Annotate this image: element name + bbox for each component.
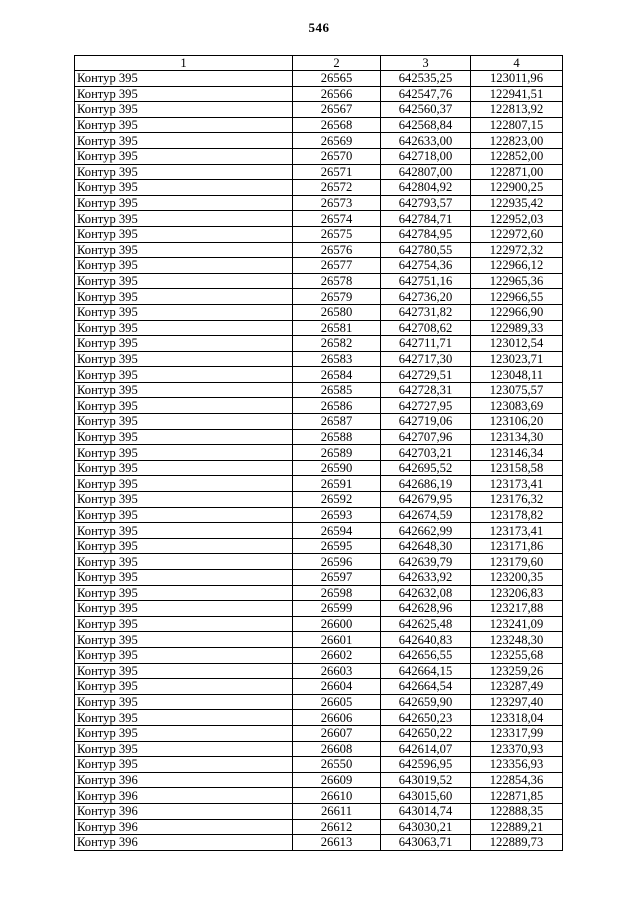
contour-name-cell: Контур 395 [75, 226, 293, 242]
table-row [75, 148, 563, 164]
contour-name-cell: Контур 395 [75, 148, 293, 164]
table-row [75, 554, 563, 570]
x-coordinate-cell: 642560,37 [381, 102, 471, 118]
point-number-cell: 26586 [293, 398, 381, 414]
x-coordinate-cell: 642717,30 [381, 351, 471, 367]
y-coordinate-cell: 123011,96 [471, 71, 563, 87]
point-number-cell: 26573 [293, 195, 381, 211]
y-coordinate-cell: 123012,54 [471, 336, 563, 352]
y-coordinate-cell: 122935,42 [471, 195, 563, 211]
y-coordinate-cell: 122900,25 [471, 180, 563, 196]
point-number-cell: 26609 [293, 772, 381, 788]
table-row [75, 538, 563, 554]
y-coordinate-cell: 122966,90 [471, 304, 563, 320]
point-number-cell: 26608 [293, 741, 381, 757]
point-number-cell: 26590 [293, 460, 381, 476]
x-coordinate-cell: 642784,71 [381, 211, 471, 227]
x-coordinate-cell: 642804,92 [381, 180, 471, 196]
point-number-cell: 26597 [293, 570, 381, 586]
contour-name-cell: Контур 395 [75, 273, 293, 289]
contour-name-cell: Контур 395 [75, 710, 293, 726]
x-coordinate-cell: 642664,15 [381, 663, 471, 679]
point-number-cell: 26600 [293, 616, 381, 632]
contour-name-cell: Контур 395 [75, 445, 293, 461]
y-coordinate-cell: 122823,00 [471, 133, 563, 149]
point-number-cell: 26569 [293, 133, 381, 149]
point-number-cell: 26565 [293, 71, 381, 87]
contour-name-cell: Контур 395 [75, 133, 293, 149]
point-number-cell: 26589 [293, 445, 381, 461]
y-coordinate-cell: 123178,82 [471, 507, 563, 523]
table-row [75, 710, 563, 726]
y-coordinate-cell: 122966,12 [471, 258, 563, 274]
point-number-cell: 26575 [293, 226, 381, 242]
y-coordinate-cell: 122852,00 [471, 148, 563, 164]
x-coordinate-cell: 642674,59 [381, 507, 471, 523]
contour-name-cell: Контур 395 [75, 725, 293, 741]
y-coordinate-cell: 123255,68 [471, 647, 563, 663]
table-row [75, 492, 563, 508]
table-row [75, 835, 563, 851]
point-number-cell: 26599 [293, 601, 381, 617]
point-number-cell: 26598 [293, 585, 381, 601]
contour-name-cell: Контур 395 [75, 180, 293, 196]
y-coordinate-cell: 122889,21 [471, 819, 563, 835]
table-row [75, 523, 563, 539]
x-coordinate-cell: 642727,95 [381, 398, 471, 414]
x-coordinate-cell: 642784,95 [381, 226, 471, 242]
x-coordinate-cell: 642807,00 [381, 164, 471, 180]
point-number-cell: 26581 [293, 320, 381, 336]
contour-name-cell: Контур 395 [75, 242, 293, 258]
point-number-cell: 26584 [293, 367, 381, 383]
x-coordinate-cell: 642639,79 [381, 554, 471, 570]
point-number-cell: 26587 [293, 414, 381, 430]
contour-name-cell: Контур 395 [75, 289, 293, 305]
table-row [75, 398, 563, 414]
x-coordinate-cell: 642633,00 [381, 133, 471, 149]
point-number-cell: 26567 [293, 102, 381, 118]
y-coordinate-cell: 123217,88 [471, 601, 563, 617]
y-coordinate-cell: 122972,32 [471, 242, 563, 258]
y-coordinate-cell: 122854,36 [471, 772, 563, 788]
point-number-cell: 26580 [293, 304, 381, 320]
point-number-cell: 26613 [293, 835, 381, 851]
x-coordinate-cell: 643014,74 [381, 803, 471, 819]
y-coordinate-cell: 123075,57 [471, 382, 563, 398]
x-coordinate-cell: 642695,52 [381, 460, 471, 476]
y-coordinate-cell: 122952,03 [471, 211, 563, 227]
point-number-cell: 26593 [293, 507, 381, 523]
table-row [75, 585, 563, 601]
contour-name-cell: Контур 395 [75, 195, 293, 211]
point-number-cell: 26594 [293, 523, 381, 539]
x-coordinate-cell: 642656,55 [381, 647, 471, 663]
point-number-cell: 26578 [293, 273, 381, 289]
contour-name-cell: Контур 395 [75, 616, 293, 632]
contour-name-cell: Контур 395 [75, 523, 293, 539]
point-number-cell: 26604 [293, 679, 381, 695]
page-number: 546 [308, 20, 330, 35]
point-number-cell: 26583 [293, 351, 381, 367]
contour-name-cell: Контур 395 [75, 741, 293, 757]
x-coordinate-cell: 642718,00 [381, 148, 471, 164]
x-coordinate-cell: 642662,99 [381, 523, 471, 539]
contour-name-cell: Контур 396 [75, 819, 293, 835]
y-coordinate-cell: 122888,35 [471, 803, 563, 819]
contour-name-cell: Контур 395 [75, 492, 293, 508]
y-coordinate-cell: 123297,40 [471, 694, 563, 710]
contour-name-cell: Контур 395 [75, 679, 293, 695]
table-row [75, 336, 563, 352]
point-number-cell: 26606 [293, 710, 381, 726]
contour-name-cell: Контур 395 [75, 570, 293, 586]
table-row [75, 803, 563, 819]
x-coordinate-cell: 642633,92 [381, 570, 471, 586]
point-number-cell: 26568 [293, 117, 381, 133]
y-coordinate-cell: 123370,93 [471, 741, 563, 757]
contour-name-cell: Контур 395 [75, 538, 293, 554]
x-coordinate-cell: 642754,36 [381, 258, 471, 274]
y-coordinate-cell: 122965,36 [471, 273, 563, 289]
contour-name-cell: Контур 395 [75, 663, 293, 679]
point-number-cell: 26577 [293, 258, 381, 274]
y-coordinate-cell: 122807,15 [471, 117, 563, 133]
table-row [75, 772, 563, 788]
point-number-cell: 26579 [293, 289, 381, 305]
contour-name-cell: Контур 395 [75, 757, 293, 773]
contour-name-cell: Контур 395 [75, 304, 293, 320]
x-coordinate-cell: 642708,62 [381, 320, 471, 336]
x-coordinate-cell: 642703,21 [381, 445, 471, 461]
x-coordinate-cell: 642729,51 [381, 367, 471, 383]
y-coordinate-cell: 122871,00 [471, 164, 563, 180]
x-coordinate-cell: 642728,31 [381, 382, 471, 398]
table-row [75, 445, 563, 461]
contour-name-cell: Контур 396 [75, 772, 293, 788]
point-number-cell: 26582 [293, 336, 381, 352]
x-coordinate-cell: 642640,83 [381, 632, 471, 648]
table-row [75, 460, 563, 476]
x-coordinate-cell: 642679,95 [381, 492, 471, 508]
point-number-cell: 26570 [293, 148, 381, 164]
point-number-cell: 26574 [293, 211, 381, 227]
table-row [75, 102, 563, 118]
y-coordinate-cell: 123241,09 [471, 616, 563, 632]
contour-name-cell: Контур 395 [75, 398, 293, 414]
y-coordinate-cell: 122966,55 [471, 289, 563, 305]
y-coordinate-cell: 123318,04 [471, 710, 563, 726]
point-number-cell: 26607 [293, 725, 381, 741]
table-header-row [75, 56, 563, 71]
y-coordinate-cell: 122813,92 [471, 102, 563, 118]
y-coordinate-cell: 123171,86 [471, 538, 563, 554]
point-number-cell: 26596 [293, 554, 381, 570]
column-header-2: 2 [293, 56, 381, 71]
y-coordinate-cell: 123083,69 [471, 398, 563, 414]
table-row [75, 117, 563, 133]
contour-name-cell: Контур 395 [75, 460, 293, 476]
table-row [75, 414, 563, 430]
table-row [75, 211, 563, 227]
contour-name-cell: Контур 395 [75, 507, 293, 523]
contour-name-cell: Контур 395 [75, 211, 293, 227]
table-row [75, 694, 563, 710]
table-row [75, 226, 563, 242]
y-coordinate-cell: 123206,83 [471, 585, 563, 601]
x-coordinate-cell: 642632,08 [381, 585, 471, 601]
point-number-cell: 26592 [293, 492, 381, 508]
y-coordinate-cell: 122972,60 [471, 226, 563, 242]
point-number-cell: 26595 [293, 538, 381, 554]
table-row [75, 429, 563, 445]
y-coordinate-cell: 123317,99 [471, 725, 563, 741]
column-header-1: 1 [75, 56, 293, 71]
point-number-cell: 26601 [293, 632, 381, 648]
y-coordinate-cell: 122889,73 [471, 835, 563, 851]
table-row [75, 725, 563, 741]
contour-name-cell: Контур 395 [75, 647, 293, 663]
contour-name-cell: Контур 395 [75, 351, 293, 367]
table-row [75, 180, 563, 196]
coordinates-table [74, 55, 563, 851]
x-coordinate-cell: 642535,25 [381, 71, 471, 87]
point-number-cell: 26611 [293, 803, 381, 819]
contour-name-cell: Контур 395 [75, 414, 293, 430]
point-number-cell: 26572 [293, 180, 381, 196]
point-number-cell: 26602 [293, 647, 381, 663]
y-coordinate-cell: 123134,30 [471, 429, 563, 445]
contour-name-cell: Контур 395 [75, 86, 293, 102]
contour-name-cell: Контур 395 [75, 320, 293, 336]
x-coordinate-cell: 642659,90 [381, 694, 471, 710]
y-coordinate-cell: 123048,11 [471, 367, 563, 383]
contour-name-cell: Контур 395 [75, 554, 293, 570]
y-coordinate-cell: 123158,58 [471, 460, 563, 476]
point-number-cell: 26571 [293, 164, 381, 180]
x-coordinate-cell: 642736,20 [381, 289, 471, 305]
y-coordinate-cell: 123023,71 [471, 351, 563, 367]
x-coordinate-cell: 642664,54 [381, 679, 471, 695]
y-coordinate-cell: 123106,20 [471, 414, 563, 430]
table-row [75, 351, 563, 367]
table-row [75, 86, 563, 102]
x-coordinate-cell: 642648,30 [381, 538, 471, 554]
y-coordinate-cell: 123200,35 [471, 570, 563, 586]
x-coordinate-cell: 643030,21 [381, 819, 471, 835]
contour-name-cell: Контур 396 [75, 835, 293, 851]
contour-name-cell: Контур 395 [75, 71, 293, 87]
x-coordinate-cell: 643019,52 [381, 772, 471, 788]
y-coordinate-cell: 123356,93 [471, 757, 563, 773]
point-number-cell: 26603 [293, 663, 381, 679]
contour-name-cell: Контур 395 [75, 258, 293, 274]
table-row [75, 273, 563, 289]
table-row [75, 164, 563, 180]
y-coordinate-cell: 122941,51 [471, 86, 563, 102]
x-coordinate-cell: 642614,07 [381, 741, 471, 757]
point-number-cell: 26605 [293, 694, 381, 710]
table-row [75, 133, 563, 149]
x-coordinate-cell: 642711,71 [381, 336, 471, 352]
table-body [75, 71, 563, 851]
x-coordinate-cell: 642751,16 [381, 273, 471, 289]
x-coordinate-cell: 642547,76 [381, 86, 471, 102]
contour-name-cell: Контур 395 [75, 164, 293, 180]
contour-name-cell: Контур 395 [75, 601, 293, 617]
x-coordinate-cell: 642596,95 [381, 757, 471, 773]
y-coordinate-cell: 123248,30 [471, 632, 563, 648]
y-coordinate-cell: 123259,26 [471, 663, 563, 679]
x-coordinate-cell: 642625,48 [381, 616, 471, 632]
table-row [75, 601, 563, 617]
table-row [75, 476, 563, 492]
table-row [75, 632, 563, 648]
table-row [75, 741, 563, 757]
table-row [75, 757, 563, 773]
table-row [75, 367, 563, 383]
y-coordinate-cell: 123173,41 [471, 523, 563, 539]
contour-name-cell: Контур 395 [75, 336, 293, 352]
contour-name-cell: Контур 395 [75, 117, 293, 133]
x-coordinate-cell: 642628,96 [381, 601, 471, 617]
x-coordinate-cell: 643015,60 [381, 788, 471, 804]
contour-name-cell: Контур 395 [75, 694, 293, 710]
point-number-cell: 26566 [293, 86, 381, 102]
y-coordinate-cell: 123146,34 [471, 445, 563, 461]
table-row [75, 616, 563, 632]
point-number-cell: 26612 [293, 819, 381, 835]
table-row [75, 382, 563, 398]
x-coordinate-cell: 642650,22 [381, 725, 471, 741]
table-row [75, 195, 563, 211]
y-coordinate-cell: 123173,41 [471, 476, 563, 492]
table-row [75, 71, 563, 87]
x-coordinate-cell: 642719,06 [381, 414, 471, 430]
table-row [75, 304, 563, 320]
contour-name-cell: Контур 396 [75, 803, 293, 819]
y-coordinate-cell: 122989,33 [471, 320, 563, 336]
column-header-4: 4 [471, 56, 563, 71]
point-number-cell: 26550 [293, 757, 381, 773]
table-row [75, 320, 563, 336]
y-coordinate-cell: 123287,49 [471, 679, 563, 695]
contour-name-cell: Контур 395 [75, 367, 293, 383]
contour-name-cell: Контур 395 [75, 476, 293, 492]
y-coordinate-cell: 123179,60 [471, 554, 563, 570]
contour-name-cell: Контур 395 [75, 585, 293, 601]
table-row [75, 788, 563, 804]
table-row [75, 242, 563, 258]
x-coordinate-cell: 642568,84 [381, 117, 471, 133]
contour-name-cell: Контур 395 [75, 632, 293, 648]
x-coordinate-cell: 642686,19 [381, 476, 471, 492]
contour-name-cell: Контур 395 [75, 102, 293, 118]
contour-name-cell: Контур 395 [75, 382, 293, 398]
contour-name-cell: Контур 396 [75, 788, 293, 804]
table-row [75, 258, 563, 274]
x-coordinate-cell: 642707,96 [381, 429, 471, 445]
x-coordinate-cell: 643063,71 [381, 835, 471, 851]
y-coordinate-cell: 122871,85 [471, 788, 563, 804]
x-coordinate-cell: 642780,55 [381, 242, 471, 258]
x-coordinate-cell: 642650,23 [381, 710, 471, 726]
point-number-cell: 26585 [293, 382, 381, 398]
table-row [75, 507, 563, 523]
x-coordinate-cell: 642793,57 [381, 195, 471, 211]
table-row [75, 570, 563, 586]
point-number-cell: 26576 [293, 242, 381, 258]
contour-name-cell: Контур 395 [75, 429, 293, 445]
table-row [75, 289, 563, 305]
point-number-cell: 26610 [293, 788, 381, 804]
point-number-cell: 26591 [293, 476, 381, 492]
point-number-cell: 26588 [293, 429, 381, 445]
table-row [75, 819, 563, 835]
x-coordinate-cell: 642731,82 [381, 304, 471, 320]
table-row [75, 647, 563, 663]
table-row [75, 679, 563, 695]
y-coordinate-cell: 123176,32 [471, 492, 563, 508]
table-row [75, 663, 563, 679]
column-header-3: 3 [381, 56, 471, 71]
